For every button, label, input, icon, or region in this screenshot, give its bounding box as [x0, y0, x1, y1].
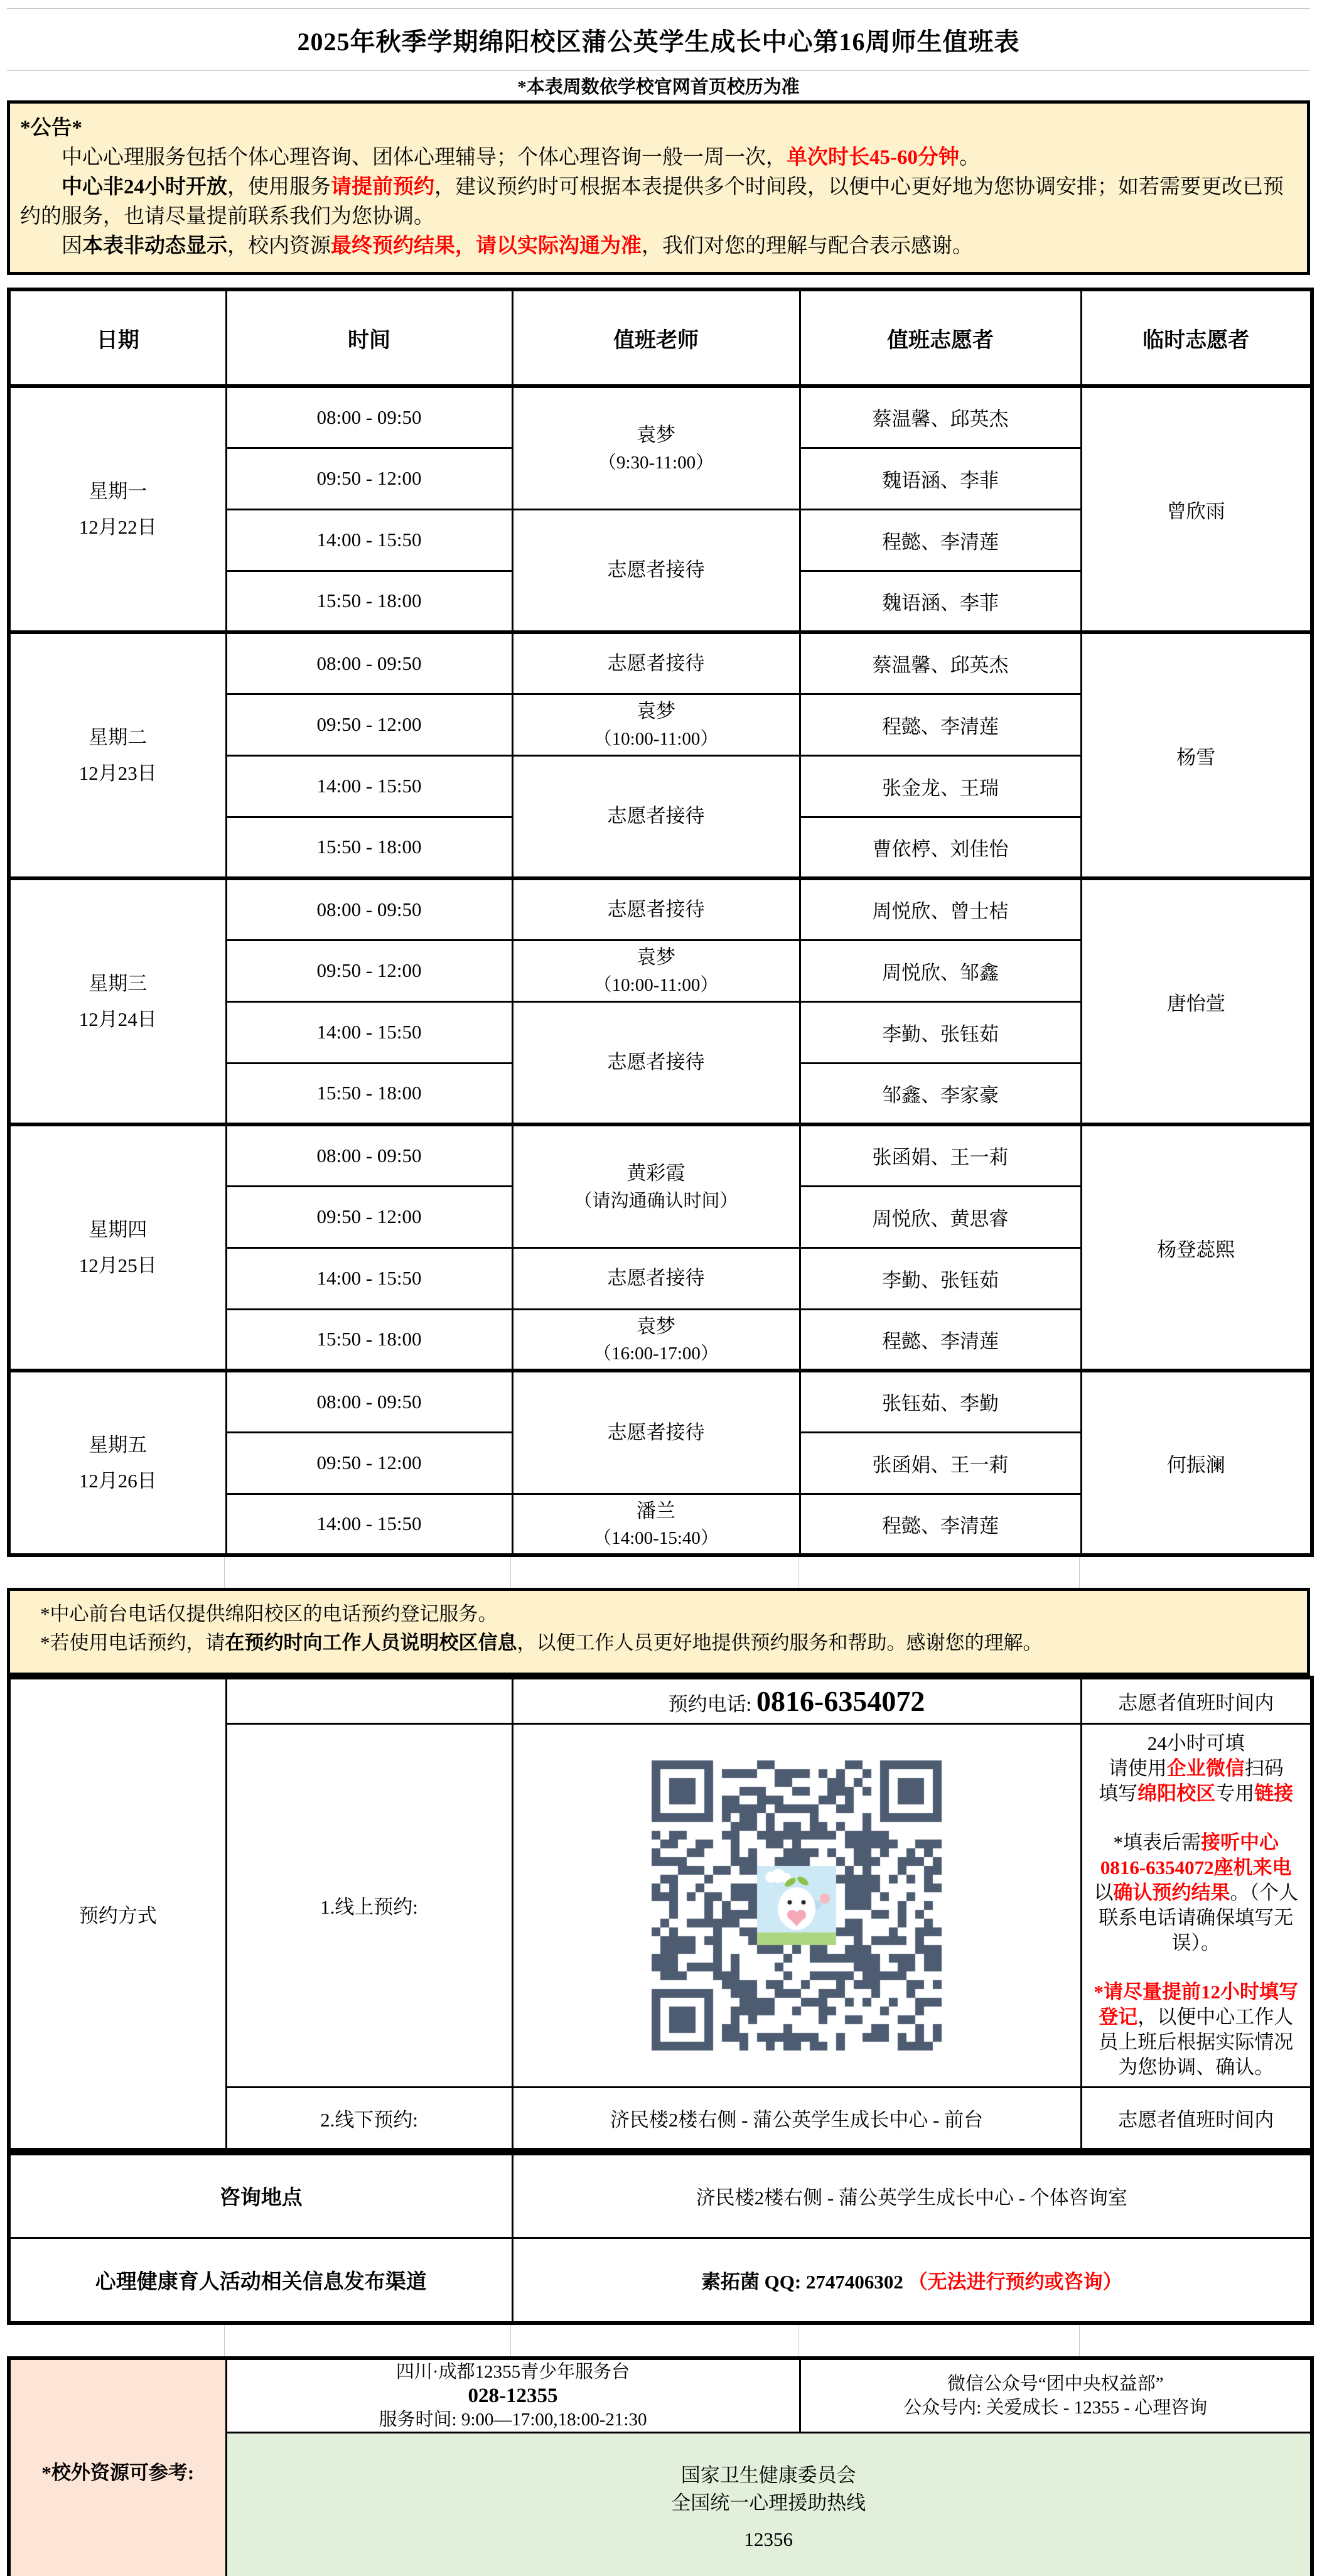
qq-no-booking-note: （无法进行预约或咨询） [908, 2270, 1122, 2293]
wechat-account-cell: 微信公众号“团中央权益部” 公众号内: 关爱成长 - 12355 - 心理咨询 [800, 2358, 1312, 2433]
time-cell: 09:50 - 12:00 [226, 1186, 512, 1248]
header-volunteer: 值班志愿者 [800, 289, 1081, 386]
offline-availability: 志愿者值班时间内 [1081, 2087, 1312, 2150]
gridline [510, 2325, 511, 2356]
page-title: 2025年秋季学期绵阳校区蒲公英学生成长中心第16周师生值班表 [7, 8, 1310, 70]
volunteer-cell: 程懿、李清莲 [800, 1309, 1081, 1371]
spacer-gridlines [7, 2325, 1310, 2356]
volunteer-cell: 张函娟、王一莉 [800, 1432, 1081, 1494]
announcement-heading: *公告* [20, 117, 82, 139]
volunteer-cell: 魏语涵、李菲 [800, 448, 1081, 509]
teacher-cell: 志愿者接待 [512, 1001, 800, 1124]
external-resources-table [7, 2356, 1314, 2576]
time-cell: 14:00 - 15:50 [226, 509, 512, 571]
qr-advance-note: *请尽量提前12小时填写登记，以便中心工作人员上班后根据实际情况为您协调、确认。 [1094, 1980, 1298, 2078]
national-hotline-number: 12356 [744, 2528, 793, 2550]
day-cell-wednesday: 星期三 12月24日 [9, 878, 226, 1124]
highlight-session-length: 单次时长45-60分钟 [787, 146, 959, 169]
time-cell: 08:00 - 09:50 [226, 1124, 512, 1186]
info-table [7, 2152, 1314, 2325]
teacher-cell: 袁梦 （10:00-11:00） [512, 940, 800, 1001]
phone-notice-box [7, 1588, 1310, 1676]
info-channel-label: 心理健康育人活动相关信息发布渠道 [9, 2238, 512, 2323]
consult-location-label: 咨询地点 [9, 2153, 512, 2238]
teacher-cell: 志愿者接待 [512, 509, 800, 632]
spacer-gridlines [7, 1557, 1310, 1588]
volunteer-cell: 周悦欣、曾士桔 [800, 878, 1081, 940]
volunteer-cell: 程懿、李清莲 [800, 694, 1081, 755]
announcement-box [7, 100, 1310, 275]
temp-volunteer-cell: 曾欣雨 [1081, 386, 1312, 632]
info-channel-row [9, 2238, 1312, 2323]
consult-location-row [9, 2153, 1312, 2238]
booking-phone-row [9, 1678, 1312, 1723]
phone-notice-line-2: *若使用电话预约，请在预约时向工作人员说明校区信息，以便工作人员更好地提供预约服务和帮助。感谢您的理解。 [40, 1632, 1043, 1654]
day-cell-tuesday: 星期二 12月23日 [9, 632, 226, 878]
national-hotline-cell: 国家卫生健康委员会 全国统一心理援助热线 12356 [226, 2433, 1312, 2576]
volunteer-cell: 张金龙、王瑞 [800, 755, 1081, 817]
header-temp-volunteer: 临时志愿者 [1081, 289, 1312, 386]
day-cell-friday: 星期五 12月26日 [9, 1371, 226, 1555]
qr-confirm-note: *填表后需接听中心0816-6354072座机来电以确认预约结果。（个人联系电话请确保填写无误）。 [1094, 1831, 1298, 1954]
volunteer-cell: 张钰茹、李勤 [800, 1371, 1081, 1432]
teacher-cell: 志愿者接待 [512, 755, 800, 878]
temp-volunteer-cell: 杨登蕊熙 [1081, 1124, 1312, 1371]
volunteer-cell: 曹依楟、刘佳怡 [800, 817, 1081, 878]
sichuan-12355-cell: 四川·成都12355青少年服务台 028-12355 服务时间: 9:00—17:00,18:00-21:30 [226, 2358, 800, 2433]
time-cell: 14:00 - 15:50 [226, 1494, 512, 1555]
volunteer-cell: 张函娟、王一莉 [800, 1124, 1081, 1186]
teacher-cell: 袁梦 （9:30-11:00） [512, 386, 800, 509]
header-date: 日期 [9, 289, 226, 386]
table-row [9, 878, 1312, 940]
volunteer-cell: 程懿、李清莲 [800, 509, 1081, 571]
teacher-cell: 志愿者接待 [512, 878, 800, 940]
teacher-cell: 潘兰 （14:00-15:40） [512, 1494, 800, 1555]
table-row [9, 1124, 1312, 1186]
time-cell: 14:00 - 15:50 [226, 755, 512, 817]
teacher-cell: 志愿者接待 [512, 632, 800, 694]
booking-method-label: 预约方式 [9, 1678, 226, 2150]
gridline [1079, 2325, 1080, 2356]
time-cell: 15:50 - 18:00 [226, 571, 512, 632]
temp-volunteer-cell: 唐怡萱 [1081, 878, 1312, 1124]
announcement-paragraph-2: 中心非24小时开放，使用服务请提前预约，建议预约时可根据本表提供多个时间段，以便中心更好地为您协调安排；如若需要更改已预约的服务，也请尽量提前联系我们为您协调。 [20, 176, 1284, 228]
volunteer-cell: 周悦欣、邹鑫 [800, 940, 1081, 1001]
temp-volunteer-cell: 杨雪 [1081, 632, 1312, 878]
schedule-header-row [9, 289, 1312, 386]
time-cell: 09:50 - 12:00 [226, 1432, 512, 1494]
empty-cell [226, 1678, 512, 1723]
time-cell: 08:00 - 09:50 [226, 1371, 512, 1432]
teacher-cell: 黄彩霞 （请沟通确认时间） [512, 1124, 800, 1248]
volunteer-cell: 魏语涵、李菲 [800, 571, 1081, 632]
time-cell: 15:50 - 18:00 [226, 1309, 512, 1371]
consult-location-value: 济民楼2楼右侧 - 蒲公英学生成长中心 - 个体咨询室 [512, 2153, 1312, 2238]
time-cell: 09:50 - 12:00 [226, 448, 512, 509]
volunteer-cell: 蔡温馨、邱英杰 [800, 386, 1081, 448]
page-subtitle: *本表周数依学校官网首页校历为准 [7, 70, 1310, 100]
qr-instructions: 24小时可填 请使用企业微信扫码 填写绵阳校区专用链接 *填表后需接听中心0816-6354072座机来电以确认预约结果。（个人联系电话请确保填写无误）。 *请尽量提前12小时填写登记，以便中心工作人员上班后根据实际情况为您协调、确认。 [1081, 1723, 1312, 2087]
volunteer-cell: 邹鑫、李家豪 [800, 1063, 1081, 1124]
gridline [1079, 1557, 1080, 1588]
time-cell: 08:00 - 09:50 [226, 386, 512, 448]
highlight-final-result: 最终预约结果，请以实际沟通为准 [331, 235, 642, 257]
announcement-paragraph-3: 因本表非动态显示，校内资源最终预约结果，请以实际沟通为准，我们对您的理解与配合表示感谢。 [62, 235, 973, 257]
time-cell: 09:50 - 12:00 [226, 694, 512, 755]
day-cell-thursday: 星期四 12月25日 [9, 1124, 226, 1371]
qr-cell [512, 1723, 1081, 2087]
teacher-cell: 袁梦 （10:00-11:00） [512, 694, 800, 755]
time-cell: 08:00 - 09:50 [226, 632, 512, 694]
qr-note-hours: 24小时可填 [1147, 1732, 1245, 1754]
spacer [7, 275, 1310, 288]
table-row [9, 632, 1312, 694]
volunteer-cell: 程懿、李清莲 [800, 1494, 1081, 1555]
top-margin [7, 0, 1310, 8]
time-cell: 09:50 - 12:00 [226, 940, 512, 1001]
phone-availability: 志愿者值班时间内 [1081, 1678, 1312, 1723]
announcement-paragraph-1: 中心心理服务包括个体心理咨询、团体心理辅导；个体心理咨询一般一周一次，单次时长45-60分钟。 [62, 146, 980, 169]
highlight-book-ahead: 请提前预约 [331, 176, 434, 198]
day-cell-monday: 星期一 12月22日 [9, 386, 226, 632]
booking-table [7, 1676, 1314, 2152]
booking-phone-number: 0816-6354072 [756, 1684, 925, 1717]
gridline [224, 2325, 225, 2356]
header-time: 时间 [226, 289, 512, 386]
sichuan-hotline-number: 028-12355 [468, 2385, 558, 2407]
time-cell: 08:00 - 09:50 [226, 878, 512, 940]
external-resources-label: *校外资源可参考: [9, 2358, 226, 2576]
table-row [9, 1371, 1312, 1432]
offline-booking-label: 2.线下预约: [226, 2087, 512, 2150]
teacher-cell: 袁梦 （16:00-17:00） [512, 1309, 800, 1371]
phone-notice-line-1: *中心前台电话仅提供绵阳校区的电话预约登记服务。 [40, 1603, 498, 1625]
time-cell: 15:50 - 18:00 [226, 817, 512, 878]
volunteer-cell: 周悦欣、黄思睿 [800, 1186, 1081, 1248]
offline-location: 济民楼2楼右侧 - 蒲公英学生成长中心 - 前台 [512, 2087, 1081, 2150]
time-cell: 14:00 - 15:50 [226, 1248, 512, 1309]
header-teacher: 值班老师 [512, 289, 800, 386]
qr-code [652, 1760, 942, 2051]
time-cell: 14:00 - 15:50 [226, 1001, 512, 1063]
volunteer-cell: 李勤、张钰茹 [800, 1248, 1081, 1309]
teacher-cell: 志愿者接待 [512, 1371, 800, 1494]
volunteer-cell: 蔡温馨、邱英杰 [800, 632, 1081, 694]
online-booking-label: 1.线上预约: [226, 1723, 512, 2087]
phone-cell: 预约电话: 0816-6354072 [512, 1678, 1081, 1723]
schedule-table [7, 288, 1314, 1557]
table-row [9, 386, 1312, 448]
gridline [510, 1557, 511, 1588]
teacher-cell: 志愿者接待 [512, 1248, 800, 1309]
gridline [224, 1557, 225, 1588]
temp-volunteer-cell: 何振澜 [1081, 1371, 1312, 1555]
volunteer-cell: 李勤、张钰茹 [800, 1001, 1081, 1063]
info-channel-value: 素拓菌 QQ: 2747406302 （无法进行预约或咨询） [512, 2238, 1312, 2323]
time-cell: 15:50 - 18:00 [226, 1063, 512, 1124]
external-top-row [9, 2358, 1312, 2433]
